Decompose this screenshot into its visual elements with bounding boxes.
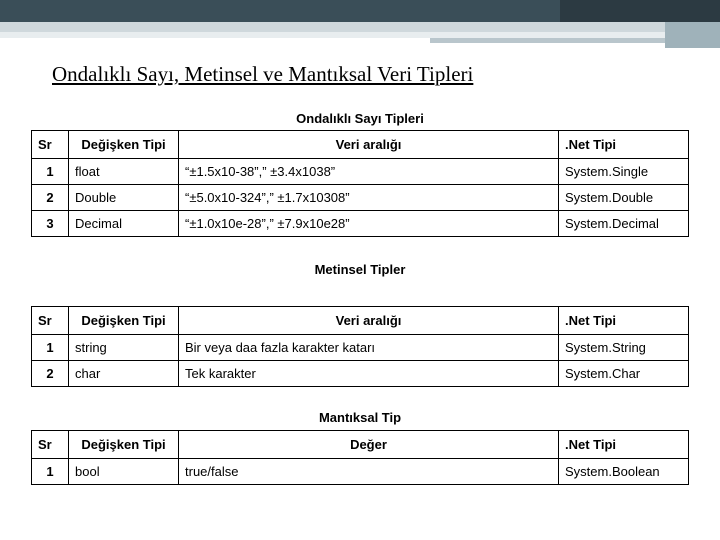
cell-sr: 2: [32, 185, 69, 211]
header-sr: Sr: [32, 131, 69, 159]
cell-net: System.Decimal: [559, 211, 689, 237]
cell-sr: 1: [32, 159, 69, 185]
decor-stripe: [0, 22, 720, 32]
cell-value: true/false: [179, 459, 559, 485]
cell-net: System.Char: [559, 361, 689, 387]
cell-sr: 3: [32, 211, 69, 237]
cell-type: string: [69, 335, 179, 361]
cell-type: Double: [69, 185, 179, 211]
cell-net: System.Double: [559, 185, 689, 211]
table-decimal-types: [31, 130, 689, 237]
decor-corner: [665, 22, 720, 48]
cell-sr: 1: [32, 335, 69, 361]
cell-range: “±1.5x10-38”,” ±3.4x1038”: [179, 159, 559, 185]
table-header-row: [32, 131, 689, 159]
cell-range: “±5.0x10-324”,” ±1.7x10308”: [179, 185, 559, 211]
header-net: .Net Tipi: [559, 431, 689, 459]
table-row: [32, 335, 689, 361]
table-row: [32, 459, 689, 485]
header-type: Değişken Tipi: [69, 131, 179, 159]
cell-sr: 1: [32, 459, 69, 485]
decor-accent: [430, 38, 665, 43]
cell-type: bool: [69, 459, 179, 485]
header-net: .Net Tipi: [559, 307, 689, 335]
header-net: .Net Tipi: [559, 131, 689, 159]
cell-net: System.Boolean: [559, 459, 689, 485]
table-boolean-type: [31, 430, 689, 485]
table-header-row: [32, 307, 689, 335]
section-title-string: Metinsel Tipler: [314, 262, 406, 277]
header-sr: Sr: [32, 431, 69, 459]
header-range: Veri aralığı: [179, 131, 559, 159]
table-row: [32, 211, 689, 237]
header-value: Değer: [179, 431, 559, 459]
top-decor-dark: [560, 0, 720, 22]
slide-title: Ondalıklı Sayı, Metinsel ve Mantıksal Veri Tipleri: [52, 62, 474, 86]
top-decor-bar: [0, 0, 720, 22]
table-header-row: [32, 431, 689, 459]
header-range: Veri aralığı: [179, 307, 559, 335]
cell-net: System.String: [559, 335, 689, 361]
cell-type: char: [69, 361, 179, 387]
cell-range: Bir veya daa fazla karakter katarı: [179, 335, 559, 361]
header-sr: Sr: [32, 307, 69, 335]
header-type: Değişken Tipi: [69, 431, 179, 459]
table-row: [32, 361, 689, 387]
table-row: [32, 185, 689, 211]
cell-type: float: [69, 159, 179, 185]
header-type: Değişken Tipi: [69, 307, 179, 335]
cell-range: “±1.0x10e-28”,” ±7.9x10e28”: [179, 211, 559, 237]
table-string-types: [31, 306, 689, 387]
cell-range: Tek karakter: [179, 361, 559, 387]
cell-type: Decimal: [69, 211, 179, 237]
section-title-boolean: Mantıksal Tip: [318, 410, 402, 425]
table-row: [32, 159, 689, 185]
cell-net: System.Single: [559, 159, 689, 185]
section-title-decimal: Ondalıklı Sayı Tipleri: [296, 111, 424, 126]
cell-sr: 2: [32, 361, 69, 387]
